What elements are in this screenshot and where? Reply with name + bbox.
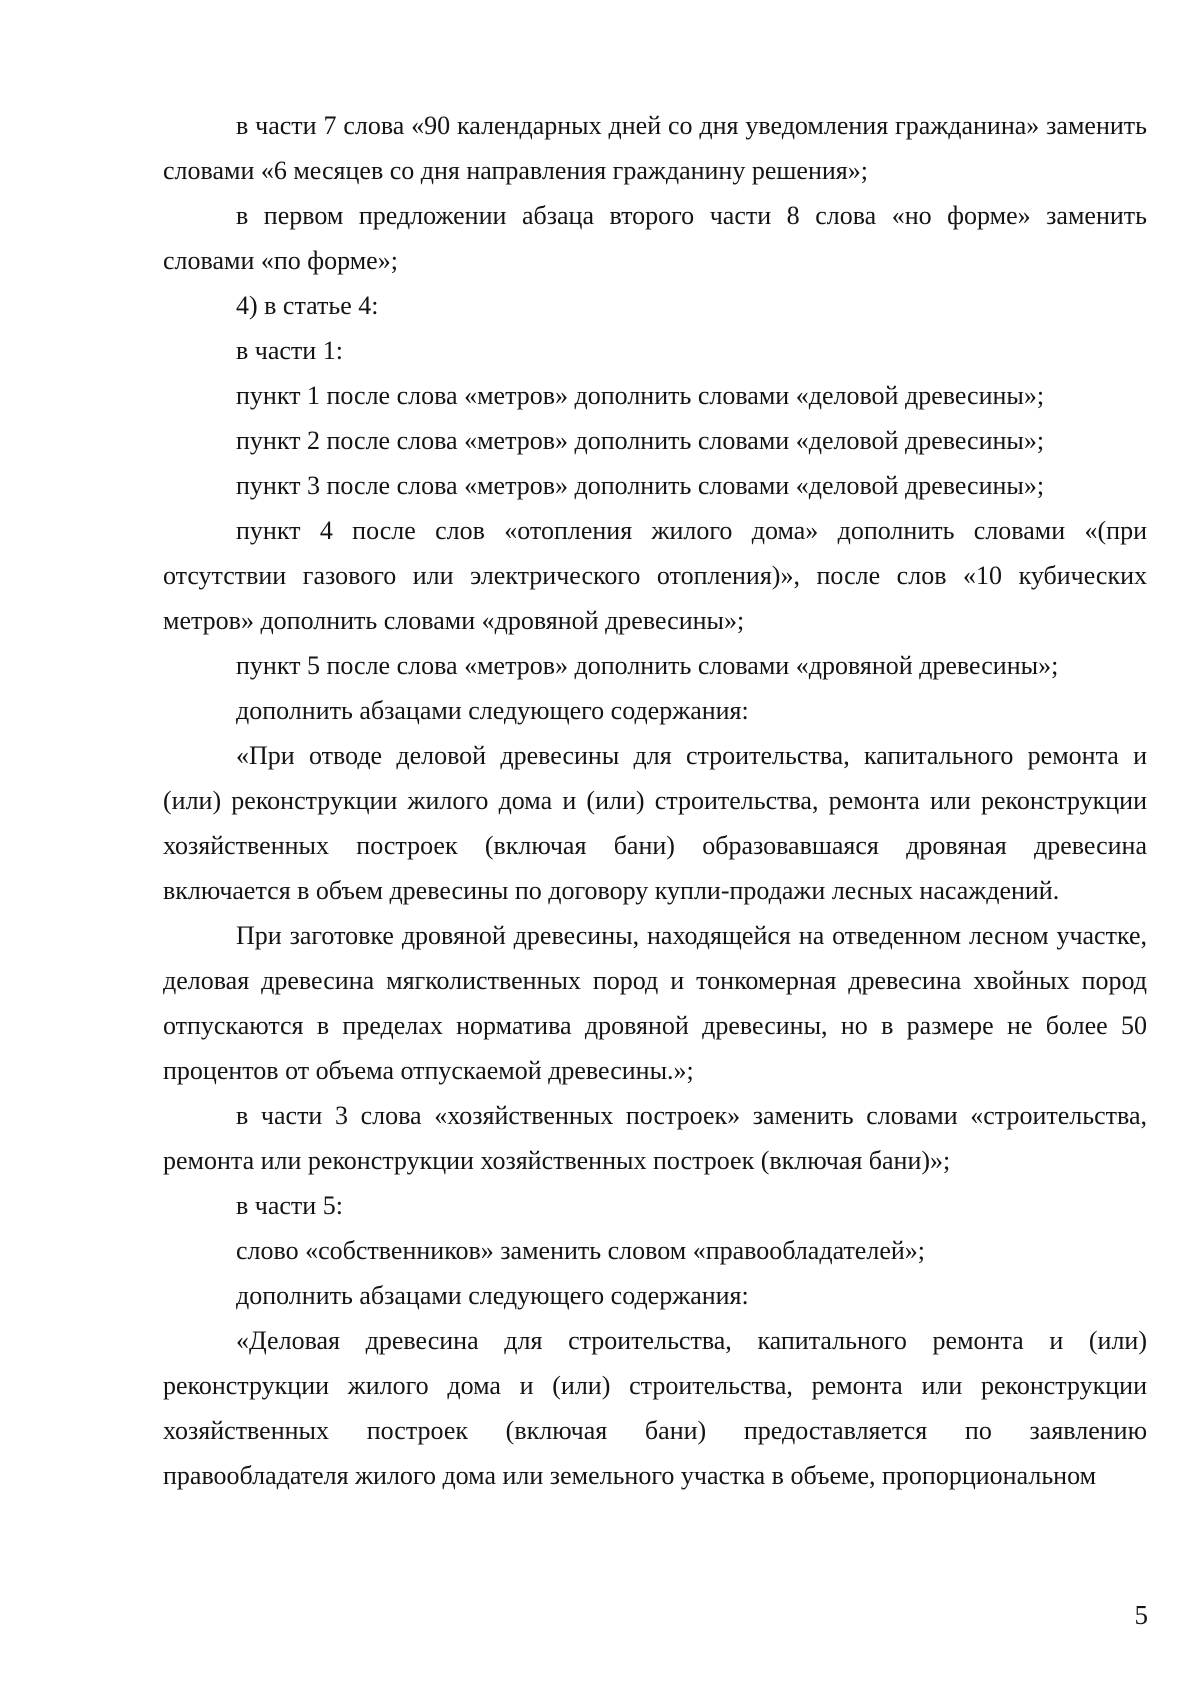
paragraph-part8-replacement: в первом предложении абзаца второго части 8 слова «но форме» заменить словами «по форме»; xyxy=(163,201,1147,275)
paragraph-item3: пункт 3 после слова «метров» дополнить словами «деловой древесины»; xyxy=(236,471,1045,500)
paragraph-quote-timber-allotment: «При отводе деловой древесины для строительства, капитального ремонта и (или) реконструкции жилого дома и (или) строительства, ремонта или реконструкции хозяйственных построек (включая бани) образовавшаяся дровяная древесина включается в объем древесины по договору купли-продажи лесных насаждений. xyxy=(163,741,1147,905)
paragraph-article4-heading: 4) в статье 4: xyxy=(236,291,379,320)
paragraph-part3-replacement: в части 3 слова «хозяйственных построек» заменить словами «строительства, ремонта или реконструкции хозяйственных построек (включая бани)»; xyxy=(163,1101,1147,1175)
paragraph-item5: пункт 5 после слова «метров» дополнить словами «дровяной древесины»; xyxy=(236,651,1059,680)
paragraph-item4: пункт 4 после слов «отопления жилого дома» дополнить словами «(при отсутствии газового или электрического отопления)», после слов «10 кубических метров» дополнить словами «дровяной древесины»; xyxy=(163,516,1147,635)
page-number: 5 xyxy=(1134,1600,1148,1630)
paragraph-item2: пункт 2 после слова «метров» дополнить словами «деловой древесины»; xyxy=(236,426,1045,455)
paragraph-item1: пункт 1 после слова «метров» дополнить словами «деловой древесины»; xyxy=(236,381,1045,410)
paragraph-owners-replacement: слово «собственников» заменить словом «правообладателей»; xyxy=(236,1236,925,1265)
paragraph-quote-firewood-harvest: При заготовке дровяной древесины, находящейся на отведенном лесном участке, деловая древесина мягколиственных пород и тонкомерная древесина хвойных пород отпускаются в пределах норматива дровяной древесины, но в размере не более 50 процентов от объема отпускаемой древесины.»; xyxy=(163,921,1147,1085)
paragraph-add-paragraphs-2: дополнить абзацами следующего содержания: xyxy=(236,1281,749,1310)
paragraph-quote-timber-provision: «Деловая древесина для строительства, капитального ремонта и (или) реконструкции жилого дома и (или) строительства, ремонта или реконструкции хозяйственных построек (включая бани) предоставляется по заявлению правообладателя жилого дома или земельного участка в объеме, пропорциональном xyxy=(163,1326,1147,1490)
paragraph-part7-replacement: в части 7 слова «90 календарных дней со дня уведомления гражданина» заменить словами «6 месяцев со дня направления гражданину решения»; xyxy=(163,111,1147,185)
paragraph-part1-heading: в части 1: xyxy=(236,336,343,365)
document-body xyxy=(163,103,1147,1498)
paragraph-add-paragraphs-1: дополнить абзацами следующего содержания: xyxy=(236,696,749,725)
paragraph-part5-heading: в части 5: xyxy=(236,1191,343,1220)
